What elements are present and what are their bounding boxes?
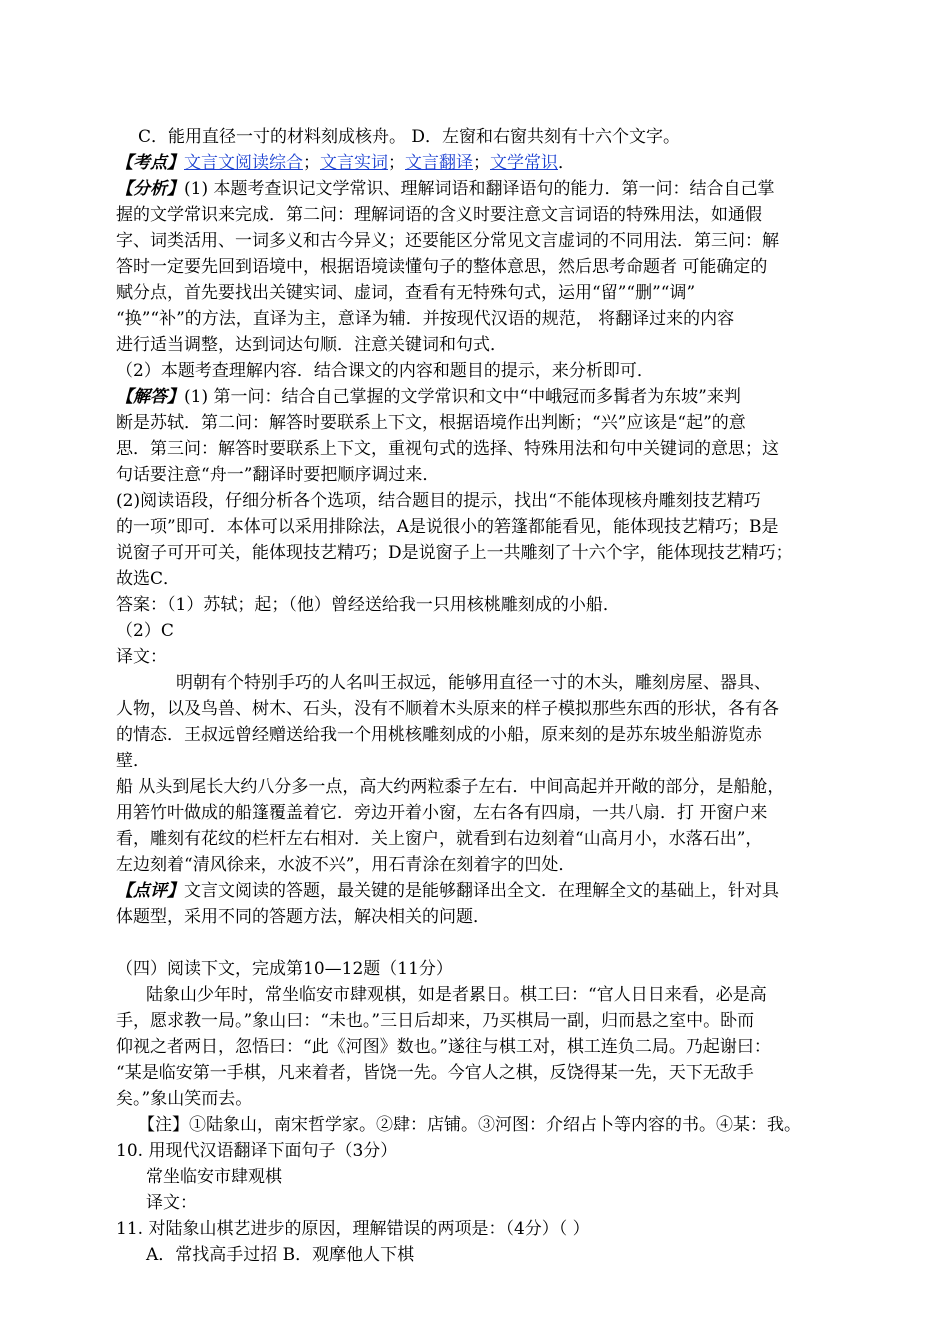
dianping-line-2: 体题型，采用不同的答题方法，解决相关的问题．: [116, 907, 490, 927]
spacer: [116, 930, 846, 956]
passage-line-1: 陆象山少年时，常坐临安市肆观棋，如是者累日。棋工曰：“官人日日来看，必是高: [146, 985, 767, 1005]
kaodian-sep-3: ；: [473, 153, 490, 173]
answer-line-2: （2）C: [116, 621, 174, 641]
translation-p2-line-1: 船 从头到尾长大约八分多一点，高大约两粒黍子左右．中间高起并开敞的部分，是船舱，: [116, 777, 785, 797]
fenxi-line-2: 握的文学常识来完成．第二问：理解词语的含义时要注意文言词语的特殊用法，如通假: [116, 205, 762, 225]
translation-p2-line-3: 看，雕刻有花纹的栏杆左右相对．关上窗户，就看到右边刻着“山高月小，水落石出”，: [116, 829, 763, 849]
kaodian-link-2[interactable]: 文言实词: [320, 153, 388, 173]
passage-line-5: 矣。”象山笑而去。: [116, 1089, 253, 1109]
translation-p1-line-3: 的情态．王叔远曾经赠送给我一个用桃核雕刻成的小船，原来刻的是苏东坡坐船游览赤: [116, 725, 762, 745]
question-11: 11. 对陆象山棋艺进步的原因，理解错误的两项是：（4分）（ ）: [116, 1219, 590, 1239]
kaodian-sep-2: ；: [388, 153, 405, 173]
fenxi-line-8: （2）本题考查理解内容．结合课文的内容和题目的提示，来分析即可．: [116, 361, 654, 381]
passage-line-3: 仰视之者两日，忽悟曰：“此《河图》数也。”遂往与棋工对，棋工连负二局。乃起谢曰：: [116, 1037, 771, 1057]
translation-p1-line-2: 人物，以及鸟兽、树木、石头，没有不顺着木头原来的样子模拟那些东西的形状，各有各: [116, 699, 779, 719]
fenxi-line-3: 字、词类活用、一词多义和古今异义；还要能区分常见文言虚词的不同用法．第三问：解: [116, 231, 779, 251]
fenxi-line-5: 赋分点，首先要找出关键实词、虚词，查看有无特殊句式，运用“留”“删”“调”: [116, 283, 696, 303]
document-page: [116, 124, 846, 1268]
jieda-line-4: 句话要注意“舟一”翻译时要把顺序调过来．: [116, 465, 440, 485]
translation-p2-line-4: 左边刻着“清风徐来，水波不兴”，用石青涂在刻着字的凹处．: [116, 855, 576, 875]
dianping-line-1: [116, 878, 846, 904]
jieda-text-1: (1) 第一问：结合自己掌握的文学常识和文中“中峨冠而多髯者为东坡”来判: [184, 387, 741, 407]
jieda-line-2: 断是苏轼．第二问：解答时要联系上下文，根据语境作出判断；“兴”应该是“起”的意: [116, 413, 746, 433]
fenxi-line-6: “换”“补”的方法，直译为主，意译为辅．并按现代汉语的规范， 将翻译过来的内容: [116, 309, 735, 329]
question-10-sentence: 常坐临安市肆观棋: [146, 1167, 282, 1187]
fenxi-line-1: [116, 176, 846, 202]
fenxi-line-4: 答时一定要先回到语境中，根据语境读懂句子的整体意思，然后思考命题者 可能确定的: [116, 257, 768, 277]
options-c-d: C．能用直径一寸的材料刻成核舟。 D．左窗和右窗共刻有十六个文字。: [138, 127, 681, 147]
translation-p1-line-4: 壁．: [116, 751, 150, 771]
dianping-tag: 【点评】: [116, 881, 184, 901]
jieda-line-8: 故选C．: [116, 569, 181, 589]
question-10: 10. 用现代汉语翻译下面句子（3分）: [116, 1141, 398, 1161]
translation-p1-line-1: 明朝有个特别手巧的人名叫王叔远，能够用直径一寸的木头，雕刻房屋、器具、: [176, 673, 771, 693]
kaodian-link-1[interactable]: 文言文阅读综合: [184, 153, 303, 173]
jieda-line-1: [116, 384, 846, 410]
translation-p2-line-2: 用箬竹叶做成的船篷覆盖着它．旁边开着小窗，左右各有四扇，一共八扇．打 开窗户来: [116, 803, 768, 823]
translation-label: 译文：: [116, 647, 167, 667]
kaodian-end: ．: [558, 153, 575, 173]
passage-line-4: “某是临安第一手棋，凡来着者，皆饶一先。今官人之棋，反饶得某一先，天下无敌手: [116, 1063, 754, 1083]
jieda-line-7: 说窗子可开可关，能体现技艺精巧；D是说窗子上一共雕刻了十六个字，能体现技艺精巧；: [116, 543, 793, 563]
jieda-line-5: (2)阅读语段，仔细分析各个选项，结合题目的提示，找出“不能体现核舟雕刻技艺精巧: [116, 491, 761, 511]
jieda-line-3: 思．第三问：解答时要联系上下文，重视句式的选择、特殊用法和句中关键词的意思；这: [116, 439, 779, 459]
question-10-answer-label: 译文：: [146, 1193, 197, 1213]
kaodian-line: [116, 150, 846, 176]
dianping-text-1: 文言文阅读的答题，最关键的是能够翻译出全文．在理解全文的基础上，针对具: [184, 881, 779, 901]
kaodian-link-3[interactable]: 文言翻译: [405, 153, 473, 173]
fenxi-text-1: (1) 本题考查识记文学常识、理解词语和翻译语句的能力．第一问：结合自己掌: [184, 179, 775, 199]
fenxi-line-7: 进行适当调整，达到词达句顺．注意关键词和句式．: [116, 335, 507, 355]
passage-note: 【注】①陆象山，南宋哲学家。②肆：店铺。③河图：介绍占卜等内容的书。④某：我。: [138, 1115, 801, 1135]
answer-line-1: 答案：（1）苏轼；起；（他）曾经送给我一只用核桃雕刻成的小船．: [116, 595, 620, 615]
jieda-tag: 【解答】: [116, 387, 184, 407]
kaodian-tag: 【考点】: [116, 153, 184, 173]
section4-heading: （四）阅读下文，完成第10—12题（11分）: [116, 959, 453, 979]
jieda-line-6: 的一项”即可．本体可以采用排除法，A是说很小的箬篷都能看见，能体现技艺精巧；B是: [116, 517, 779, 537]
fenxi-tag: 【分析】: [116, 179, 184, 199]
kaodian-sep-1: ；: [303, 153, 320, 173]
kaodian-link-4[interactable]: 文学常识: [490, 153, 558, 173]
question-11-options: A．常找高手过招 B．观摩他人下棋: [146, 1245, 415, 1265]
passage-line-2: 手，愿求教一局。”象山曰：“未也。”三日后却来，乃买棋局一副，归而悬之室中。卧而: [116, 1011, 755, 1031]
